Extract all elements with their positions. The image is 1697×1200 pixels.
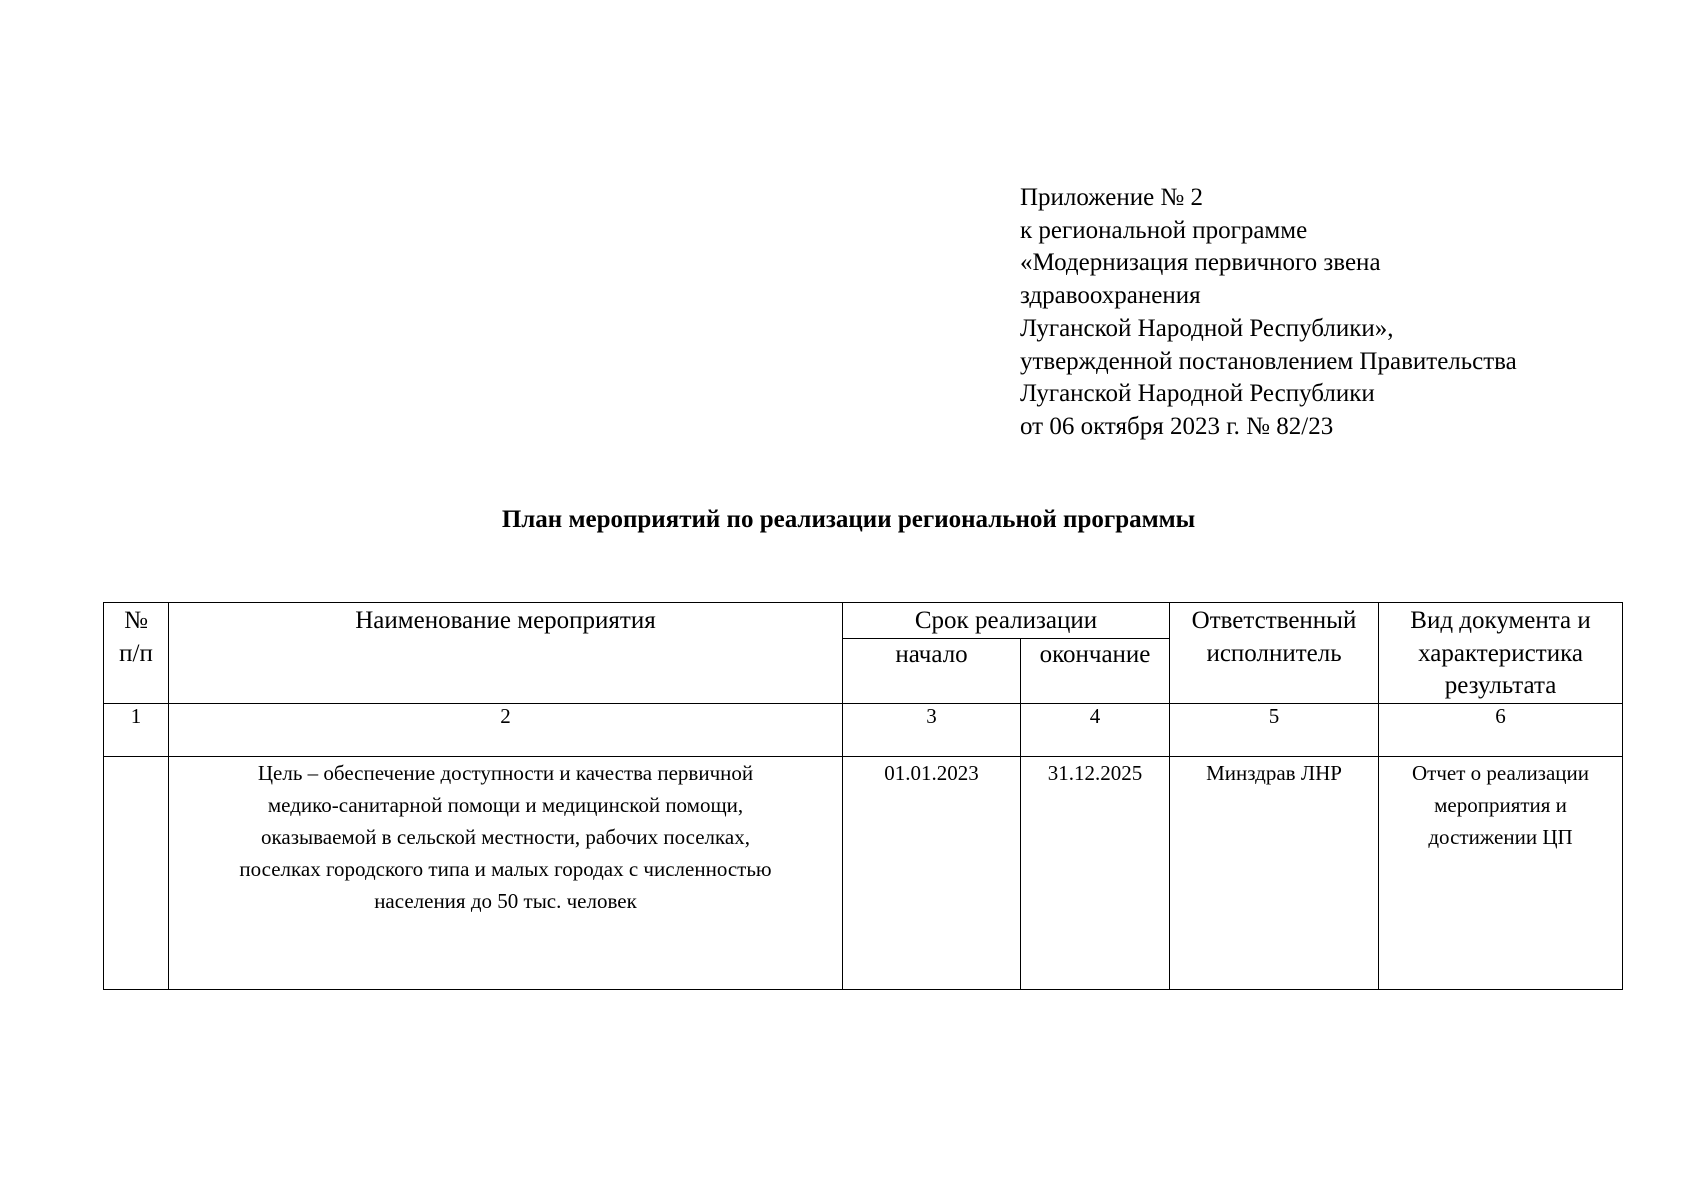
row-name-line: населения до 50 тыс. человек bbox=[374, 888, 637, 913]
row-document bbox=[1379, 756, 1623, 989]
row-document-line: Отчет о реализации bbox=[1411, 760, 1590, 785]
appendix-line: здравоохранения bbox=[1020, 282, 1201, 310]
appendix-line: утвержденной постановлением Правительства bbox=[1020, 347, 1517, 375]
row-responsible: Минздрав ЛНР bbox=[1170, 756, 1379, 989]
appendix-line: «Модернизация первичного звена bbox=[1020, 249, 1381, 277]
row-name-line: оказываемой в сельской местности, рабочих поселках, bbox=[261, 824, 750, 849]
document-title: План мероприятий по реализации региональной программы bbox=[501, 506, 1196, 533]
header-start: начало bbox=[843, 638, 1021, 703]
column-number: 2 bbox=[169, 703, 843, 756]
row-name-line: поселках городского типа и малых городах с численностью bbox=[239, 856, 772, 881]
column-number: 6 bbox=[1379, 703, 1623, 756]
header-number-line: п/п bbox=[119, 639, 153, 667]
column-number-row bbox=[104, 703, 1623, 756]
header-document-line: характеристика bbox=[1418, 639, 1583, 667]
appendix-line: от 06 октября 2023 г. № 82/23 bbox=[1020, 412, 1334, 440]
row-name-line: медико-санитарной помощи и медицинской помощи, bbox=[267, 792, 744, 817]
header-period: Срок реализации bbox=[843, 603, 1170, 639]
row-name bbox=[169, 756, 843, 989]
header-responsible-line: Ответственный bbox=[1191, 607, 1357, 634]
column-number: 4 bbox=[1021, 703, 1170, 756]
appendix-line: Луганской Народной Республики», bbox=[1020, 314, 1394, 342]
appendix-line: Луганской Народной Республики bbox=[1020, 380, 1375, 408]
header-name: Наименование мероприятия bbox=[169, 603, 843, 704]
header-document-line: Вид документа и bbox=[1410, 607, 1591, 634]
column-number: 1 bbox=[104, 703, 169, 756]
header-end: окончание bbox=[1021, 638, 1170, 703]
row-start-date: 01.01.2023 bbox=[843, 756, 1021, 989]
header-responsible-line: исполнитель bbox=[1206, 639, 1342, 667]
appendix-line: к региональной программе bbox=[1020, 216, 1308, 244]
row-name-line: Цель – обеспечение доступности и качества первичной bbox=[257, 760, 754, 785]
header-number bbox=[104, 603, 169, 704]
row-number bbox=[104, 756, 169, 989]
header-document bbox=[1379, 603, 1623, 704]
row-document-line: мероприятия и bbox=[1434, 792, 1567, 817]
plan-table bbox=[103, 602, 1623, 990]
table-row bbox=[104, 756, 1623, 989]
column-number: 3 bbox=[843, 703, 1021, 756]
column-number: 5 bbox=[1170, 703, 1379, 756]
header-row bbox=[104, 603, 1623, 639]
row-document-line: достижении ЦП bbox=[1428, 824, 1573, 849]
header-document-line: результата bbox=[1444, 672, 1557, 699]
appendix-line: Приложение № 2 bbox=[1020, 184, 1204, 211]
header-responsible bbox=[1170, 603, 1379, 704]
header-number-line: № bbox=[124, 607, 148, 634]
appendix-note bbox=[1020, 182, 1517, 444]
row-end-date: 31.12.2025 bbox=[1021, 756, 1170, 989]
